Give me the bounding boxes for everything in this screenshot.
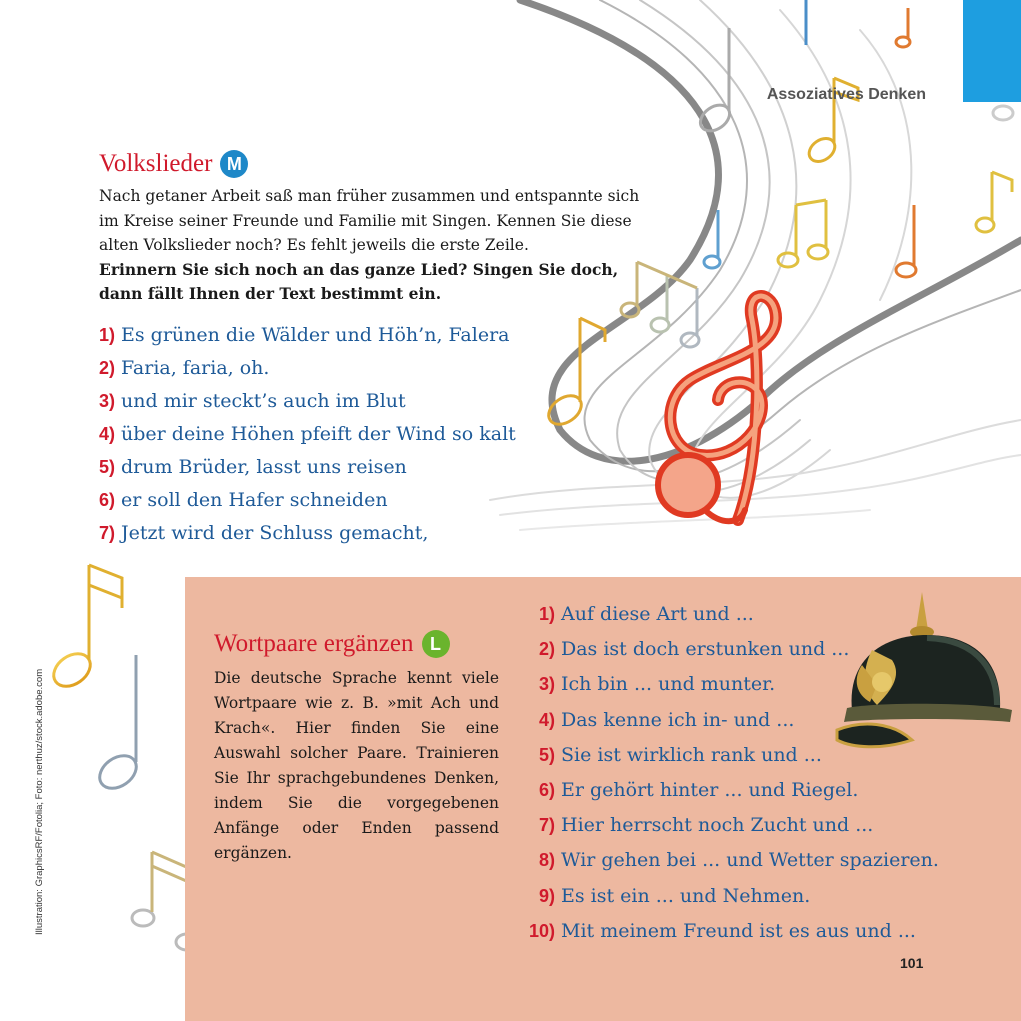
item-text: Das kenne ich in- und ... <box>561 708 795 731</box>
pickelhaube-helmet-image <box>832 590 1021 770</box>
section-header: Assoziatives Denken <box>766 86 926 103</box>
item-number: 10) <box>528 920 555 941</box>
list-item <box>99 484 659 517</box>
wortpaare-section <box>214 630 499 866</box>
item-text: Hier herrscht noch Zucht und ... <box>561 814 874 837</box>
wortpaare-title: Wortpaare ergänzen <box>214 630 414 657</box>
easy-badge: L <box>422 630 450 658</box>
item-text: über deine Höhen pfeift der Wind so kalt <box>121 422 516 445</box>
item-number: 5) <box>99 456 116 477</box>
item-text: Wir gehen bei ... und Wetter spazieren. <box>561 849 939 872</box>
item-number: 1) <box>99 324 116 345</box>
item-text: Es ist ein ... und Nehmen. <box>561 884 811 907</box>
wortpaare-title-row <box>214 630 499 658</box>
volkslieder-list <box>99 319 659 550</box>
volkslieder-title-row <box>99 150 659 178</box>
image-credit: Illustration: GraphicsRF/Fotolia; Foto: nerthuz/stock.adobe.com <box>34 668 45 935</box>
item-text: Mit meinem Freund ist es aus und ... <box>561 919 916 942</box>
list-item <box>525 808 939 843</box>
item-text: Faria, faria, oh. <box>121 356 270 379</box>
wortpaare-description: Die deutsche Sprache kennt viele Wortpaare wie z. B. »mit Ach und Krach«. Hier finden Sie eine Auswahl solcher Paare. Trainieren Sie Ihr sprachgebundenes Denken, indem Sie die vorgegebenen Anfänge oder Enden passend ergänzen. <box>214 669 499 862</box>
list-item <box>525 843 939 878</box>
list-item <box>99 385 659 418</box>
item-text: Es grünen die Wälder und Höh’n, Falera <box>121 323 510 346</box>
item-number: 2) <box>99 357 116 378</box>
item-text: Ich bin ... und munter. <box>561 673 776 696</box>
item-number: 4) <box>99 423 116 444</box>
item-text: Sie ist wirklich rank und ... <box>561 743 822 766</box>
item-number: 5) <box>538 744 555 765</box>
volkslieder-title: Volkslieder <box>99 150 213 177</box>
volkslieder-section <box>99 150 659 550</box>
volkslieder-intro-text: Nach getaner Arbeit saß man früher zusammen und entspannte sich im Kreise seiner Freunde und Familie mit Singen. Kennen Sie diese alten Volkslieder noch? Es fehlt jeweils die erste Zeile. <box>99 187 640 254</box>
item-text: Auf diese Art und ... <box>561 603 754 625</box>
item-text: er soll den Hafer schneiden <box>121 488 388 511</box>
list-item <box>99 319 659 352</box>
item-text: Jetzt wird der Schluss gemacht, <box>121 521 429 544</box>
list-item <box>525 773 939 808</box>
medium-badge: M <box>220 150 248 178</box>
item-number: 8) <box>538 850 555 871</box>
list-item <box>525 914 939 949</box>
volkslieder-instruction: Erinnern Sie sich noch an das ganze Lied? Singen Sie doch, dann fällt Ihnen der Text bestimmt ein. <box>99 259 619 303</box>
list-item <box>99 517 659 550</box>
item-text: Er gehört hinter ... und Riegel. <box>561 779 859 802</box>
item-number: 7) <box>538 815 555 836</box>
volkslieder-intro <box>99 184 659 307</box>
item-text: und mir steckt’s auch im Blut <box>121 389 406 412</box>
item-number: 3) <box>99 390 116 411</box>
item-number: 7) <box>99 522 116 543</box>
item-number: 2) <box>538 639 555 660</box>
list-item <box>99 451 659 484</box>
item-number: 6) <box>99 489 116 510</box>
list-item <box>525 879 939 914</box>
item-number: 1) <box>538 604 555 624</box>
item-number: 6) <box>538 780 555 801</box>
item-number: 9) <box>538 885 555 906</box>
item-number: 4) <box>538 709 555 730</box>
page-number: 101 <box>900 955 924 971</box>
item-text: Das ist doch erstunken und ... <box>561 638 850 661</box>
list-item <box>99 418 659 451</box>
list-item <box>99 352 659 385</box>
item-text: drum Brüder, lasst uns reisen <box>121 455 407 478</box>
item-number: 3) <box>538 674 555 695</box>
